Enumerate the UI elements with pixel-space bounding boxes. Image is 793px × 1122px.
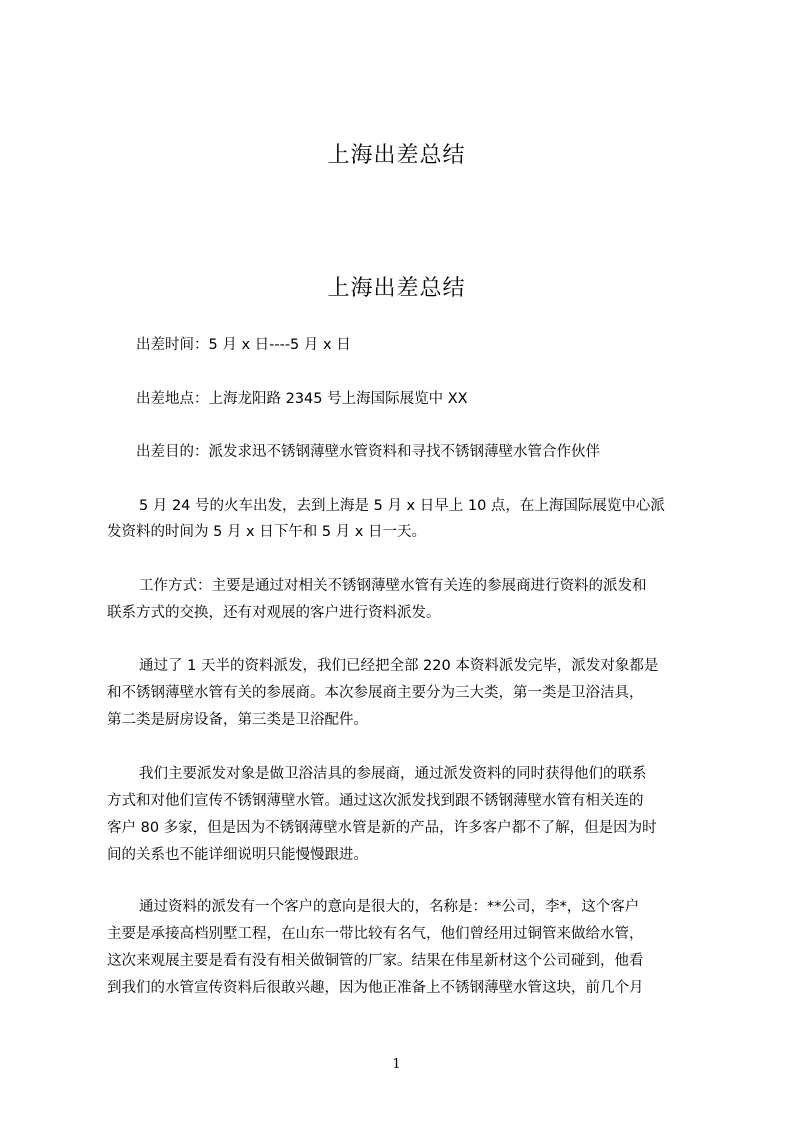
document-title: 上海出差总结 bbox=[327, 276, 466, 301]
paragraph-line: 我们主要派发对象是做卫浴洁具的参展商，通过派发资料的同时获得他们的联系 bbox=[139, 766, 647, 782]
trip-location: 出差地点：上海龙阳路 2345 号上海国际展览中 XX bbox=[136, 391, 468, 407]
paragraph-line: 通过资料的派发有一个客户的意向是很大的，名称是：**公司，李*，这个客户 bbox=[139, 899, 640, 915]
paragraph-line: 主要是承接高档别墅工程，在山东一带比较有名气，他们曾经用过铜管来做给水管， bbox=[107, 926, 644, 942]
trip-time: 出差时间：5 月 x 日----5 月 x 日 bbox=[136, 337, 351, 353]
paragraph-line: 联系方式的交换，还有对观展的客户进行资料派发。 bbox=[107, 605, 441, 621]
paragraph-line: 和不锈钢薄壁水管有关的参展商。本次参展商主要分为三大类，第一类是卫浴洁具， bbox=[107, 685, 644, 701]
paragraph-line: 发资料的时间为 5 月 x 日下午和 5 月 x 日一天。 bbox=[107, 524, 426, 540]
paragraph-line: 这次来观展主要是看有没有相关做铜管的厂家。结果在伟星新材这个公司碰到，他看 bbox=[107, 953, 644, 969]
paragraph-line: 工作方式：主要是通过对相关不锈钢薄壁水管有关连的参展商进行资料的派发和 bbox=[139, 578, 647, 594]
paragraph-line: 5 月 24 号的火车出发，去到上海是 5 月 x 日早上 10 点，在上海国际展览中心派 bbox=[139, 498, 665, 514]
paragraph-line: 通过了 1 天半的资料派发，我们已经把全部 220 本资料派发完毕，派发对象都是 bbox=[139, 658, 659, 674]
paragraph-line: 第二类是厨房设备，第三类是卫浴配件。 bbox=[107, 712, 368, 728]
paragraph-line: 客户 80 多家，但是因为不锈钢薄壁水管是新的产品，许多客户都不了解，但是因为时 bbox=[107, 820, 657, 836]
trip-purpose: 出差目的：派发求迅不锈钢薄壁水管资料和寻找不锈钢薄壁水管合作伙伴 bbox=[136, 444, 600, 460]
paragraph-line: 方式和对他们宣传不锈钢薄壁水管。通过这次派发找到跟不锈钢薄壁水管有相关连的 bbox=[107, 793, 644, 809]
document-title-header: 上海出差总结 bbox=[327, 143, 466, 168]
paragraph-line: 间的关系也不能详细说明只能慢慢跟进。 bbox=[107, 847, 368, 863]
page-number: 1 bbox=[392, 1057, 401, 1072]
paragraph-line: 到我们的水管宣传资料后很敢兴趣，因为他正准备上不锈钢薄壁水管这块，前几个月 bbox=[107, 980, 644, 996]
